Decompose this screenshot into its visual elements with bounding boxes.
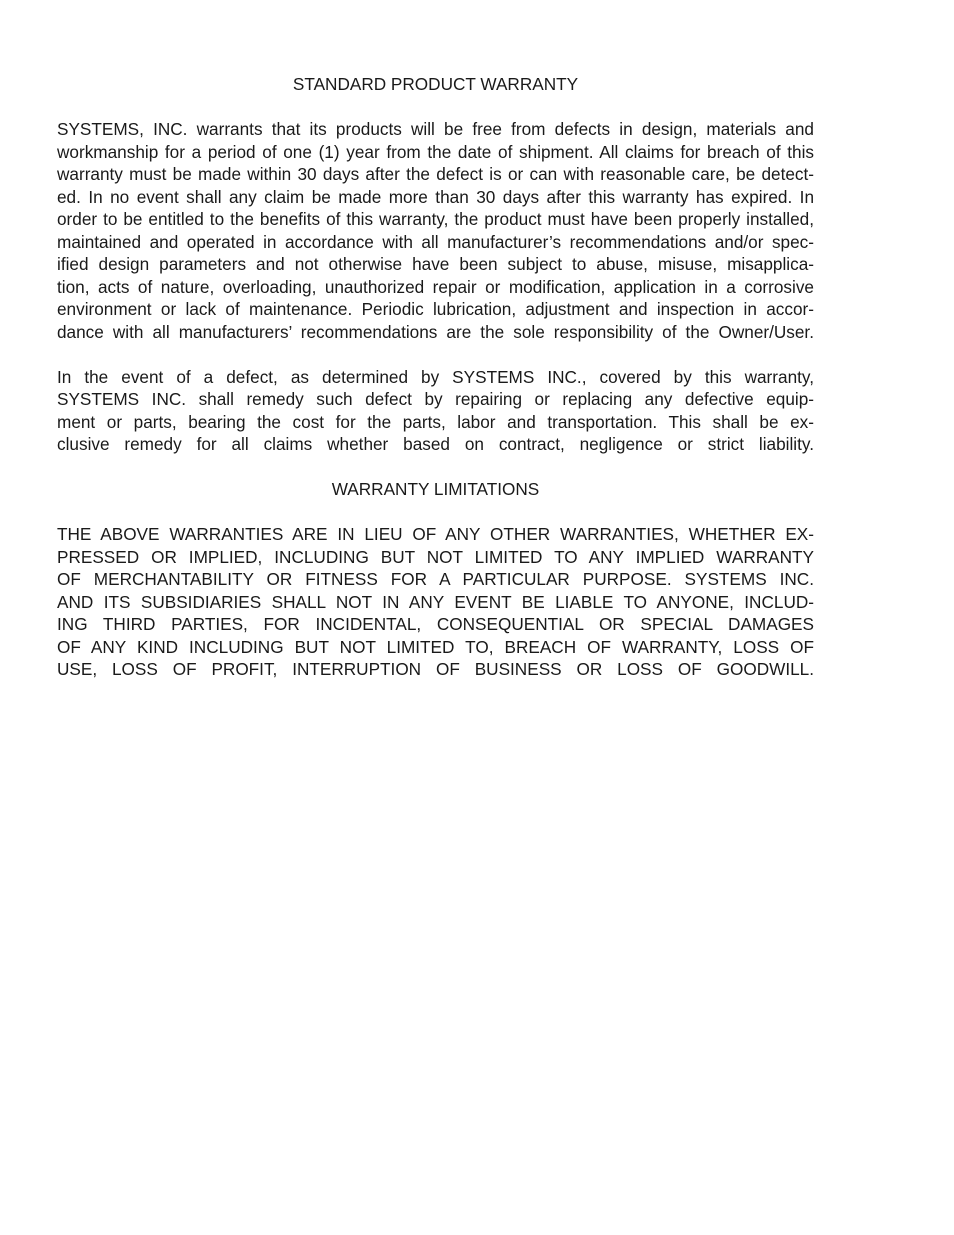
text-line: SYSTEMS, INC. warrants that its products will be free from defects in design, materials and [57,119,814,139]
text-line: dance with all manufacturers’ recommendations are the sole responsibility of the Owner/User. [57,321,814,342]
text-line: environment or lack of maintenance. Periodic lubrication, adjustment and inspection in accor- [57,299,814,319]
text-line: order to be entitled to the benefits of this warranty, the product must have been properly installed, [57,209,814,229]
text-line: OF ANY KIND INCLUDING BUT NOT LIMITED TO, BREACH OF WARRANTY, LOSS OF [57,636,814,657]
text-line: ING THIRD PARTIES, FOR INCIDENTAL, CONSEQUENTIAL OR SPECIAL DAMAGES [57,614,814,634]
text-line: ment or parts, bearing the cost for the parts, labor and transportation. This shall be ex- [57,411,814,432]
limitations-paragraph [57,523,814,681]
text-line: maintained and operated in accordance with all manufacturer’s recommendations and/or spec- [57,231,814,252]
document-page [57,73,814,703]
text-line: workmanship for a period of one (1) year from the date of shipment. All claims for breach of this [57,141,814,162]
limitations-title: WARRANTY LIMITATIONS [331,479,540,499]
text-line: tion, acts of nature, overloading, unauthorized repair or modification, application in a corrosive [57,276,814,297]
text-line: SYSTEMS INC. shall remedy such defect by repairing or replacing any defective equip- [57,389,814,409]
text-line: warranty must be made within 30 days after the defect is or can with reasonable care, be detect- [57,164,814,184]
text-line: THE ABOVE WARRANTIES ARE IN LIEU OF ANY OTHER WARRANTIES, WHETHER EX- [57,524,814,544]
text-line: OF MERCHANTABILITY OR FITNESS FOR A PARTICULAR PURPOSE. SYSTEMS INC. [57,569,814,589]
text-line: USE, LOSS OF PROFIT, INTERRUPTION OF BUSINESS OR LOSS OF GOODWILL. [57,659,814,679]
text-line: PRESSED OR IMPLIED, INCLUDING BUT NOT LIMITED TO ANY IMPLIED WARRANTY [57,546,814,567]
text-line: ed. In no event shall any claim be made more than 30 days after this warranty has expired. In [57,186,814,207]
text-line: ified design parameters and not otherwise have been subject to abuse, misuse, misapplica- [57,254,814,274]
text-line: AND ITS SUBSIDIARIES SHALL NOT IN ANY EVENT BE LIABLE TO ANYONE, INCLUD- [57,591,814,612]
warranty-paragraph-1 [57,118,814,343]
warranty-paragraph-2 [57,366,814,456]
text-line: clusive remedy for all claims whether based on contract, negligence or strict liability. [57,434,814,454]
text-line: In the event of a defect, as determined by SYSTEMS INC., covered by this warranty, [57,366,814,387]
warranty-title: STANDARD PRODUCT WARRANTY [292,74,579,94]
